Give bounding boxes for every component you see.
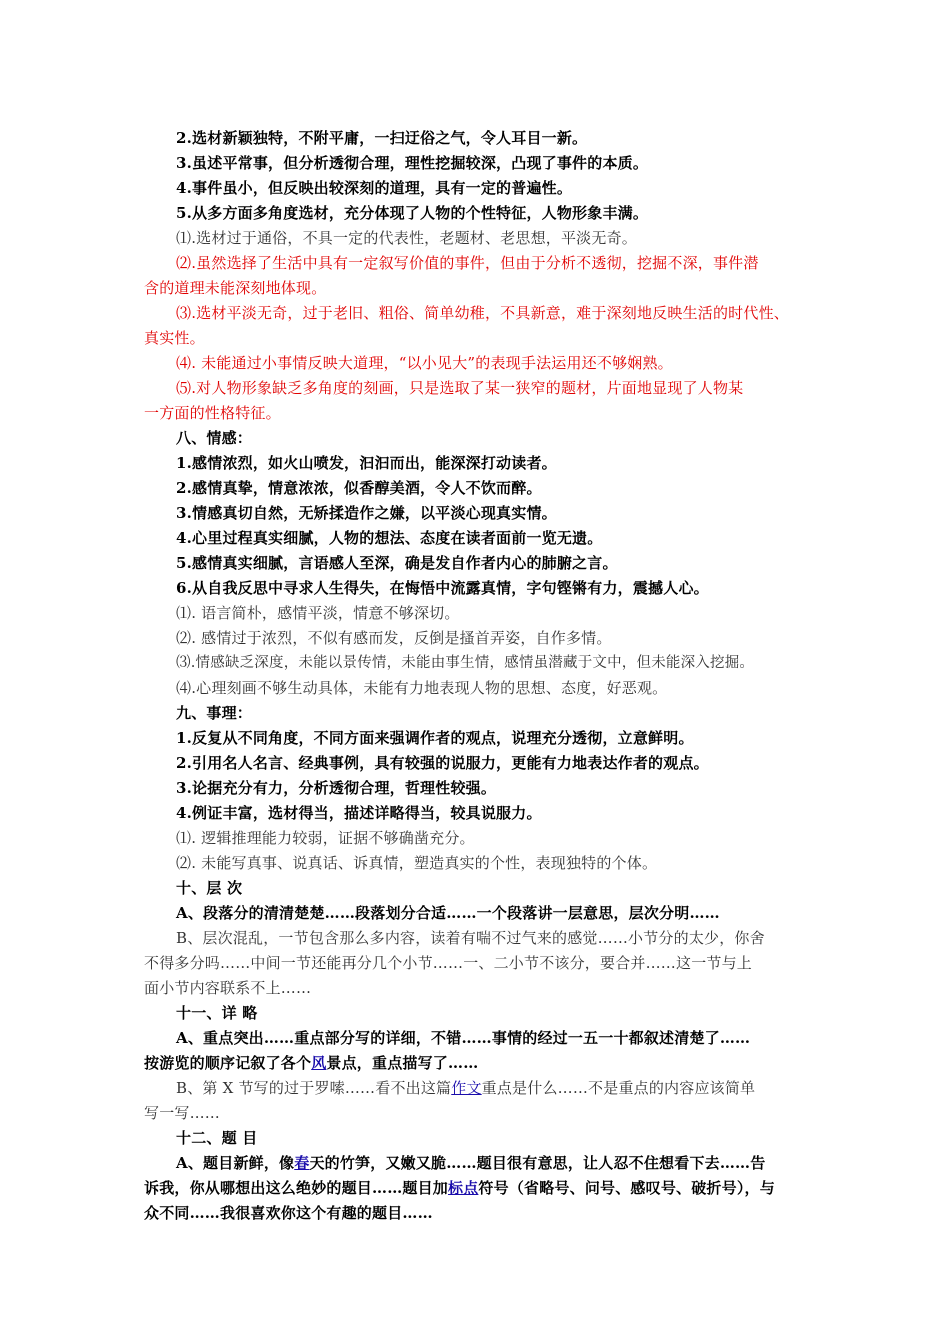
title-praise-line1: A、题目新鲜，像春天的竹笋，又嫩又脆……题目很有意思，让人忍不住想看下去……告 [176,1154,766,1172]
selection-strength-2: 2.选材新颖独特，不附平庸，一扫迂俗之气，令人耳目一新。 [176,129,588,147]
layers-praise: A、段落分的清清楚楚……段落划分合适……一个段落讲一层意思，层次分明…… [176,904,720,922]
reasoning-weakness-2: ⑵. 未能写真事、说真话、诉真情，塑造真实的个性，表现独特的个体。 [176,854,658,872]
section-heading-layers: 十、层 次 [176,879,243,897]
link-chun[interactable]: 春 [294,1154,310,1172]
link-feng[interactable]: 风 [311,1054,327,1072]
layers-critique-line1: B、层次混乱，一节包含那么多内容，读着有喘不过气来的感觉……小节分的太少，你舍 [176,929,765,947]
reasoning-strength-1: 1.反复从不同角度，不同方面来强调作者的观点，说理充分透彻，立意鲜明。 [176,729,694,747]
emotion-weakness-3: ⑶.情感缺乏深度，未能以景传情，未能由事生情，感情虽潜藏于文中，但未能深入挖掘。 [176,655,755,671]
title-praise-line3: 众不同……我很喜欢你这个有趣的题目…… [144,1204,433,1222]
section-heading-reasoning: 九、事理： [176,704,253,722]
selection-strength-4: 4.事件虽小，但反映出较深刻的道理，具有一定的普遍性。 [176,179,573,197]
selection-weakness-2-line2: 含的道理未能深刻地体现。 [144,279,327,297]
section-heading-emotion: 八、情感： [176,429,253,447]
detail-critique-line2: 写一写…… [144,1104,221,1122]
emotion-strength-2: 2.感情真挚，情意浓浓，似香醇美酒，令人不饮而醉。 [176,479,542,497]
selection-weakness-2-line1: ⑵.虽然选择了生活中具有一定叙写价值的事件，但由于分析不透彻，挖掘不深，事件潜 [176,254,759,272]
detail-praise-line1: A、重点突出……重点部分写的详细，不错……事情的经过一五一十都叙述清楚了…… [176,1029,751,1047]
selection-weakness-3-line1: ⑶.选材平淡无奇，过于老旧、粗俗、简单幼稚，不具新意，难于深刻地反映生活的时代性、 [176,304,789,322]
reasoning-weakness-1: ⑴. 逻辑推理能力较弱，证据不够确凿充分。 [176,829,475,847]
selection-weakness-5-line1: ⑸.对人物形象缺乏多角度的刻画，只是选取了某一狭窄的题材，片面地显现了人物某 [176,379,744,397]
selection-strength-3: 3.虽述平常事，但分析透彻合理，理性挖掘较深，凸现了事件的本质。 [176,154,649,172]
selection-strength-5: 5.从多方面多角度选材，充分体现了人物的个性特征，人物形象丰满。 [176,204,649,222]
emotion-weakness-1: ⑴. 语言简朴，感情平淡，情意不够深切。 [176,604,460,622]
link-biaodian[interactable]: 标点 [448,1179,479,1197]
emotion-strength-4: 4.心里过程真实细腻，人物的想法、态度在读者面前一览无遗。 [176,529,603,547]
reasoning-strength-2: 2.引用名人名言、经典事例，具有较强的说服力，更能有力地表达作者的观点。 [176,754,709,772]
emotion-strength-5: 5.感情真实细腻，言语感人至深，确是发自作者内心的肺腑之言。 [176,554,618,572]
emotion-strength-6: 6.从自我反思中寻求人生得失，在悔悟中流露真情，字句铿锵有力，震撼人心。 [176,579,709,597]
selection-weakness-4: ⑷. 未能通过小事情反映大道理，“以小见大”的表现手法运用还不够娴熟。 [176,354,673,372]
selection-weakness-5-line2: 一方面的性格特征。 [144,404,281,422]
emotion-strength-1: 1.感情浓烈，如火山喷发，汩汩而出，能深深打动读者。 [176,454,557,472]
layers-critique-line2: 不得多分吗……中间一节还能再分几个小节……一、二小节不该分，要合并……这一节与上 [144,954,753,972]
selection-weakness-3-line2: 真实性。 [144,329,205,347]
section-heading-title: 十二、题 目 [176,1129,258,1147]
title-praise-line2: 诉我，你从哪想出这么绝妙的题目……题目加标点符号（省略号、问号、感叹号、破折号），与 [144,1179,775,1197]
link-zuowen[interactable]: 作文 [451,1079,482,1097]
selection-weakness-1: ⑴.选材过于通俗，不具一定的代表性，老题材、老思想，平淡无奇。 [176,229,637,247]
reasoning-strength-4: 4.例证丰富，选材得当，描述详略得当，较具说服力。 [176,804,542,822]
detail-praise-line2: 按游览的顺序记叙了各个风景点，重点描写了…… [144,1054,479,1072]
emotion-weakness-4: ⑷.心理刻画不够生动具体，未能有力地表现人物的思想、态度，好恶观。 [176,679,668,697]
reasoning-strength-3: 3.论据充分有力，分析透彻合理，哲理性较强。 [176,779,497,797]
section-heading-detail: 十一、详 略 [176,1004,258,1022]
detail-critique-line1: B、第 X 节写的过于罗嗦……看不出这篇作文重点是什么……不是重点的内容应该简单 [176,1079,756,1097]
emotion-weakness-2: ⑵. 感情过于浓烈，不似有感而发，反倒是搔首弄姿，自作多情。 [176,629,612,647]
layers-critique-line3: 面小节内容联系不上…… [144,979,312,997]
emotion-strength-3: 3.情感真切自然，无矫揉造作之嫌，以平淡心现真实情。 [176,504,557,522]
